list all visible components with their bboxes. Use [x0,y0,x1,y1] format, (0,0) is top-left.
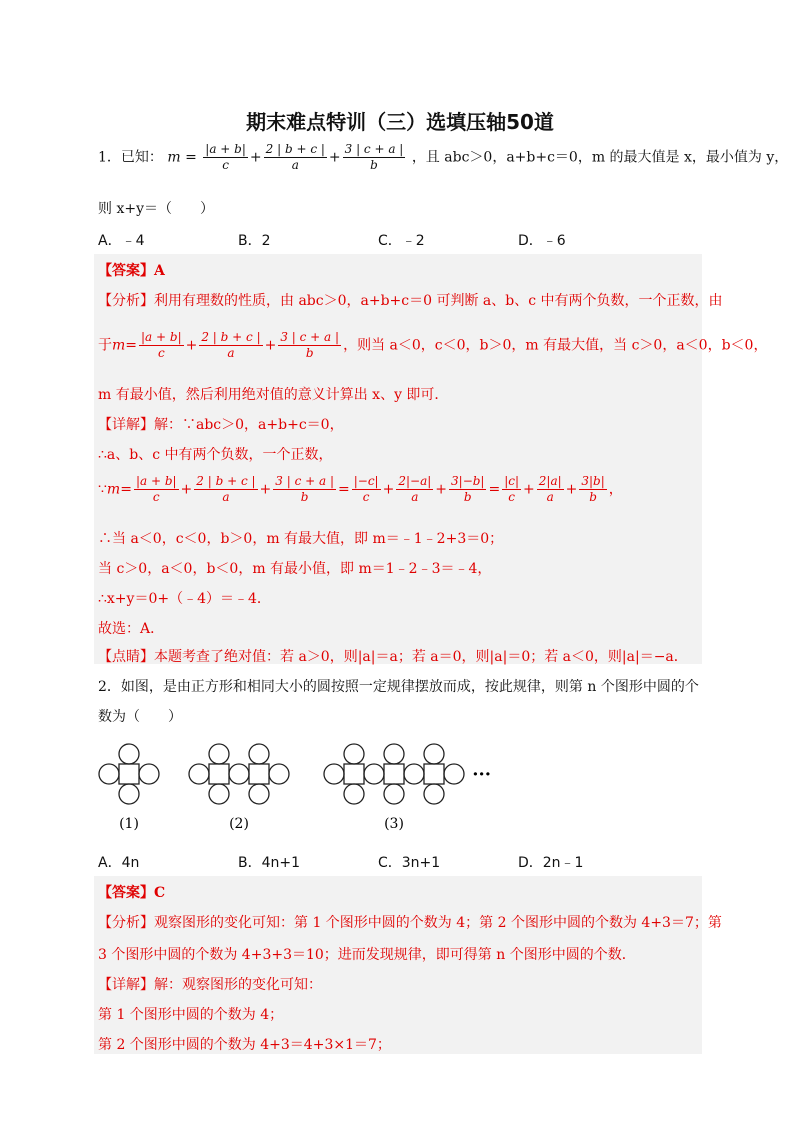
figure-label-2: (2) [229,816,249,832]
q2-option-d: D．2n﹣1 [518,855,584,871]
q1-stem-line2: 则 x+y＝（ ） [98,201,214,217]
q1-analysis-3: m 有最小值，然后利用绝对值的意义计算出 x、y 即可． [98,387,449,403]
q1-option-a: A．﹣4 [98,233,145,249]
q2-figure [98,742,498,842]
q2-answer-box [94,876,702,1054]
figure-ellipsis: ··· [472,764,491,785]
q1-answer-tag: 【答案】A [98,263,165,279]
q1-option-c: C．﹣2 [378,233,425,249]
q1-detail-6: ∴x+y＝0+（﹣4）＝﹣4． [98,591,271,607]
q1-a-frac-3: $\frac{3 | c + a |}{b}$ [280,330,340,360]
figure-label-1: (1) [119,816,139,832]
q2-analysis-1: 【分析】观察图形的变化可知：第 1 个图形中圆的个数为 4；第 2 个图形中圆的个数为 4+3＝7；第 [98,915,722,931]
q1-conditions: ，且 abc＞0，a+b+c＝0，m 的最大值是 x，最小值为 y， [411,149,789,166]
q1-option-b: B．2 [238,233,271,249]
q2-option-c: C．3n+1 [378,855,441,871]
q1-analysis-2: 于m= $\frac{|a + b|}{c}$ + $\frac{2 | b + c |}{a}$ + $\frac{3 | c + a |}{b}$ ，则当 a＜0，c＜0，b＞0，m 有最大值，当 c＞0，a＜0，b＜0， [98,330,768,360]
figure-1 [99,744,159,804]
q1-a-frac-2: $\frac{2 | b + c |}{a}$ [201,330,261,360]
q2-option-a: A．4n [98,855,140,871]
q2-stem-line2: 数为（ ） [98,709,182,725]
page-title: 期末难点特训（三）选填压轴50道 [246,110,554,134]
q1-detail-2: ∴a、b、c 中有两个负数，一个正数， [98,447,333,463]
q2-detail-3: 第 2 个图形中圆的个数为 4+3＝4+3×1＝7； [98,1037,391,1053]
q1-option-d: D．﹣6 [518,233,566,249]
q1-fraction-2: $\frac{2 | b + c |}{a}$ [265,142,325,172]
figure-label-3: (3) [384,816,404,832]
q1-fraction-1: $\frac{|a + b|}{c}$ [205,142,246,172]
q1-fraction-3: $\frac{3 | c + a |}{b}$ [344,142,404,172]
q2-detail-1: 【详解】解：观察图形的变化可知： [98,977,322,993]
q1-detail-5: 当 c＞0，a＜0，b＜0，m 有最小值，即 m＝1﹣2﹣3＝﹣4， [98,561,492,577]
q1-note: 【点睛】本题考查了绝对值：若 a＞0，则|a|＝a；若 a＝0，则|a|＝0；若 a＜0，则|a|＝−a． [98,649,688,665]
figure-2 [189,744,289,804]
q1-detail-7: 故选：A． [98,621,165,637]
figure-3 [324,744,464,804]
q1-detail-1: 【详解】解：∵abc＞0，a+b+c＝0， [98,417,344,433]
q1-stem: 1．已知： m = $\frac{|a + b|}{c}$ + $\frac{2 | b + c |}{a}$ + $\frac{3 | c + a |}{b}$ ，且 abc＞0，a+b+c＝0，m 的最大值是 x，最小值为 y， [98,142,789,172]
q2-detail-2: 第 1 个图形中圆的个数为 4； [98,1007,284,1023]
q1-a-frac-1: $\frac{|a + b|}{c}$ [141,330,182,360]
q1-m-eq: m = [167,149,197,166]
q1-detail-4: ∴当 a＜0，c＜0，b＞0，m 有最大值，即 m＝﹣1﹣2+3＝0； [98,531,504,547]
q2-analysis-2: 3 个图形中圆的个数为 4+3+3＝10；进而发现规律，即可得第 n 个图形中圆的个数． [98,947,636,963]
q2-option-b: B．4n+1 [238,855,301,871]
q2-stem-line1: 2．如图，是由正方形和相同大小的圆按照一定规律摆放而成，按此规律，则第 n 个图形中圆的个 [98,679,699,695]
q2-answer-tag: 【答案】C [98,885,166,901]
q1-prefix: 1．已知： [98,149,163,166]
q1-detail-3: ∵m= $\frac{|a + b|}{c}$ + $\frac{2 | b + c |}{a}$ + $\frac{3 | c + a |}{b}$ = $\frac{|-c|}{c}$ + $\frac{2|-a|}{a}$ + $\frac{3|-b|}{b}$ = $\frac{|c|}{c}$ + $\frac{2|a|}{a}$ + $\frac{3|b|}{b}$ ， [98,474,623,504]
q1-analysis-1: 【分析】利用有理数的性质，由 abc＞0，a+b+c＝0 可判断 a、b、c 中有两个负数，一个正数，由 [98,293,723,309]
